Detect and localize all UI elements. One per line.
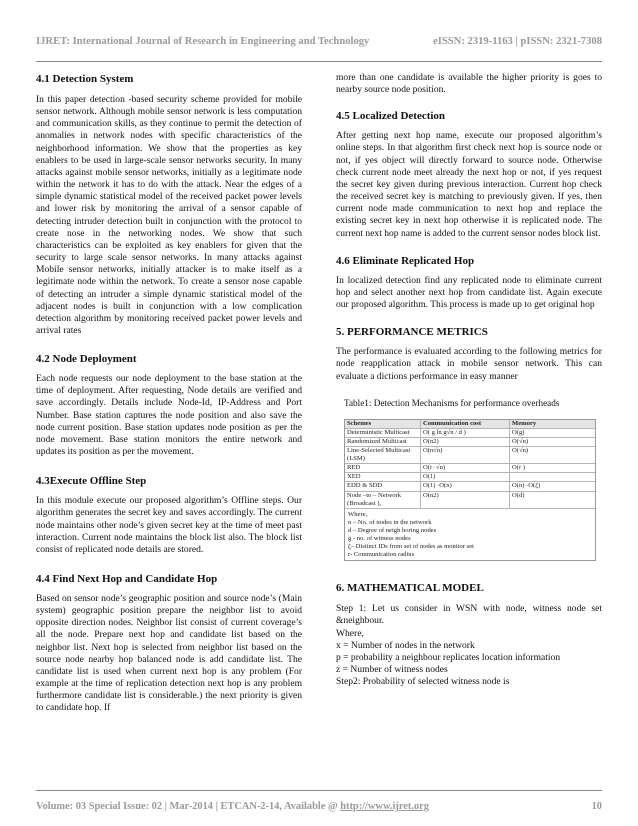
math-model-line: Step 1: Let us consider in WSN with node, witness node set &neighbour. [336, 603, 602, 627]
table-cell: O(r ) [512, 464, 525, 472]
footer-volume-info [36, 801, 429, 812]
table-cell: O(√n) [512, 447, 529, 455]
section-4-3-heading: 4.3Execute Offline Step [36, 475, 147, 488]
table-cell: O(1) [421, 473, 510, 481]
legend-line: n – No. of nodes in the network [348, 518, 432, 526]
math-model-line: z = Number of witness nodes [336, 664, 448, 676]
table-cell: O(1) ·O(n) [421, 482, 510, 490]
section-4-5-heading: 4.5 Localized Detection [336, 110, 446, 123]
continued-paragraph: more than one candidate is available the higher priority is goes to nearby source node position. [336, 72, 602, 96]
section-4-1-heading: 4.1 Detection System [36, 73, 134, 85]
table-row [345, 447, 595, 464]
math-model-line: p = probability a neighbour replicates location information [336, 651, 561, 663]
table-cell: Randomized Multicast [345, 438, 421, 446]
page-number: 10 [591, 801, 602, 812]
table-header-cell: Memory [512, 419, 537, 427]
table-cell: O(r ·√n) [421, 464, 510, 472]
table-cell: Deterministic Multicast [345, 429, 421, 437]
section-4-4-body: Based on sensor node’s geographic position and source node’s (Main system) geographic position prepare the neighbor list to avoid opposite direction nodes. Neighbor list consist of current coverage’s all the node. Prepare next hop and candidate list based on the neighbor list. Next hop is selected from neighbor list based on the source node nearby hop balanced node is add candidate list. The candidate list is used when current next hop is any problem (For example at the time of replication detection next hop is any problem furthermore candidate list is considerable.) the next priority is given to candidate hop. If [36, 593, 302, 714]
math-model-line: Step2: Probability of selected witness node is [336, 676, 510, 688]
section-4-1-body: In this paper detection -based security scheme provided for mobile sensor network. Although mobile sensor network is less computation and communication skills, as they continue to permit the detection of anomalies in network nodes with specific characteristics of the neighborhood information. We show that the properties as key enablers to be used in large-scale sensor networks security. In many attacks against mobile sensor networks, initially as a legitimate node within the network it has to do with the attack. Near the edges of a simple dynamic statistical model of the received packet power levels and lower risk by monitoring the arrival of a sensor capable of detecting intruder detection built in conjunction with the protocol to create nose in the networking nodes. We show that such characteristics can be exploited as key enablers for given that the security to large scale sensor networks. In many attacks against Mobile sensor networks, initially attacker is to make itself as a legitimate node within the network. To create a sensor nose capable of detecting an intruder a simple dynamic statistical model of the adjacent nodes is built in conjunction with a low complication detection algorithm by monitoring received packet power levels and arrival rates [36, 94, 302, 336]
table-cell: RED [345, 464, 421, 472]
section-4-6-heading: 4.6 Eliminate Replicated Hop [336, 254, 475, 267]
table-row [345, 464, 595, 473]
running-header [36, 36, 602, 50]
table-header-cell: Schemes [345, 420, 421, 428]
table-cell: O( g ln g√n / d ) [421, 429, 510, 437]
table-row [345, 482, 595, 491]
table-row [345, 429, 595, 438]
math-model-line: Where, [336, 627, 364, 639]
header-rule [36, 61, 602, 62]
table-cell: O(n2) [421, 492, 510, 508]
right-column [336, 72, 602, 688]
table-row [345, 492, 595, 509]
table-header-cell: Communication cost [421, 420, 510, 428]
table-cell: O(n√n) [421, 447, 510, 463]
legend-line: r- Communication radius [348, 551, 415, 559]
table-cell: O(d) [512, 491, 525, 499]
table-cell: O(√n) [512, 438, 529, 445]
issn-info: eISSN: 2319-1163 | pISSN: 2321-7308 [433, 36, 602, 47]
legend-line: ζ– Distinct IDs from set of nodes as monitor set [348, 543, 474, 551]
footer-volume-text: Volume: 03 Special Issue: 02 | Mar-2014 | ETCAN-2-14, Available @ [36, 801, 341, 812]
running-footer [36, 801, 602, 815]
table-legend [345, 509, 595, 561]
table-caption: Table1: Detection Mechanisms for performance overheads [344, 397, 560, 408]
legend-line: g - no. of witness nodes [348, 535, 411, 543]
footer-rule [36, 790, 602, 791]
math-model-line: x = Number of nodes in the network [336, 639, 475, 651]
section-4-3-body: In this module execute our proposed algorithm’s Offline steps. Our algorithm generates the secret key and saves accordingly. The current node maintains other node’s given secret key at the time of meet past interaction. Current node maintains the block list also. The block list consist of replicated node details are stored. [36, 495, 302, 555]
legend-line: d – Degree of neigh boring nodes [348, 526, 437, 534]
section-4-4-heading: 4.4 Find Next Hop and Candidate Hop [36, 573, 218, 585]
legend-line: Where, [348, 510, 368, 518]
left-column [36, 72, 302, 715]
table-header-row [345, 420, 595, 429]
section-4-5-body: After getting next hop name, execute our proposed algorithm’s online steps. In that algorithm first check next hop is source node or not, if yes object will directly forward to source node. Otherwise check current node meet already the next hop or not, if yes request the secret key given during previous interaction. Current hop check the received secret key is matching to previously given. If yes, then current node made communication to next hop and replace the existing secret key in next hop otherwise it is replicated node. The current next hop name is added to the current sensor nodes block list. [336, 130, 602, 239]
table-cell: O(n2) [421, 438, 510, 446]
section-4-2-body: Each node requests our node deployment to the base station at the time of deployment. After requesting, Node details are verified and save accordingly. Details include Node-Id, IP-Address and Port Number. Base station captures the node position and also save the node current position. Base station updates node position as per the node movement. Base station monitors the entire network and updates its position as per the movement. [36, 373, 302, 458]
journal-title: IJRET: International Journal of Research in Engineering and Technology [36, 36, 370, 47]
table-cell: EDD & SDD [345, 482, 421, 490]
table-row [345, 438, 595, 447]
table-cell: O(g) [512, 428, 525, 436]
table-cell: Line-Selected Multicast (LSM) [345, 447, 421, 463]
journal-link[interactable]: http://www.ijret.org [340, 801, 429, 812]
table-cell: O(n) ·O(ζ) [512, 482, 541, 490]
section-6-heading: 6. MATHEMATICAL MODEL [336, 582, 484, 595]
table-cell: Node –to – Network (Broadcast ), [345, 492, 421, 508]
section-4-6-body: In localized detection find any replicated node to eliminate current hop and select another next hop from candidate list. Again execute our proposed algorithm. This process is made up to get original hop [336, 274, 602, 311]
section-5-body: The performance is evaluated according to the following metrics for node reapplication attack in mobile sensor network. This can evaluate a dictions performance in easy manner [336, 346, 602, 382]
overheads-table [344, 419, 596, 562]
section-4-2-heading: 4.2 Node Deployment [36, 353, 137, 366]
table-cell [510, 473, 595, 481]
table-row [345, 473, 595, 482]
table-cell: XED [345, 473, 421, 481]
section-5-heading: 5. PERFORMANCE METRICS [336, 326, 488, 339]
